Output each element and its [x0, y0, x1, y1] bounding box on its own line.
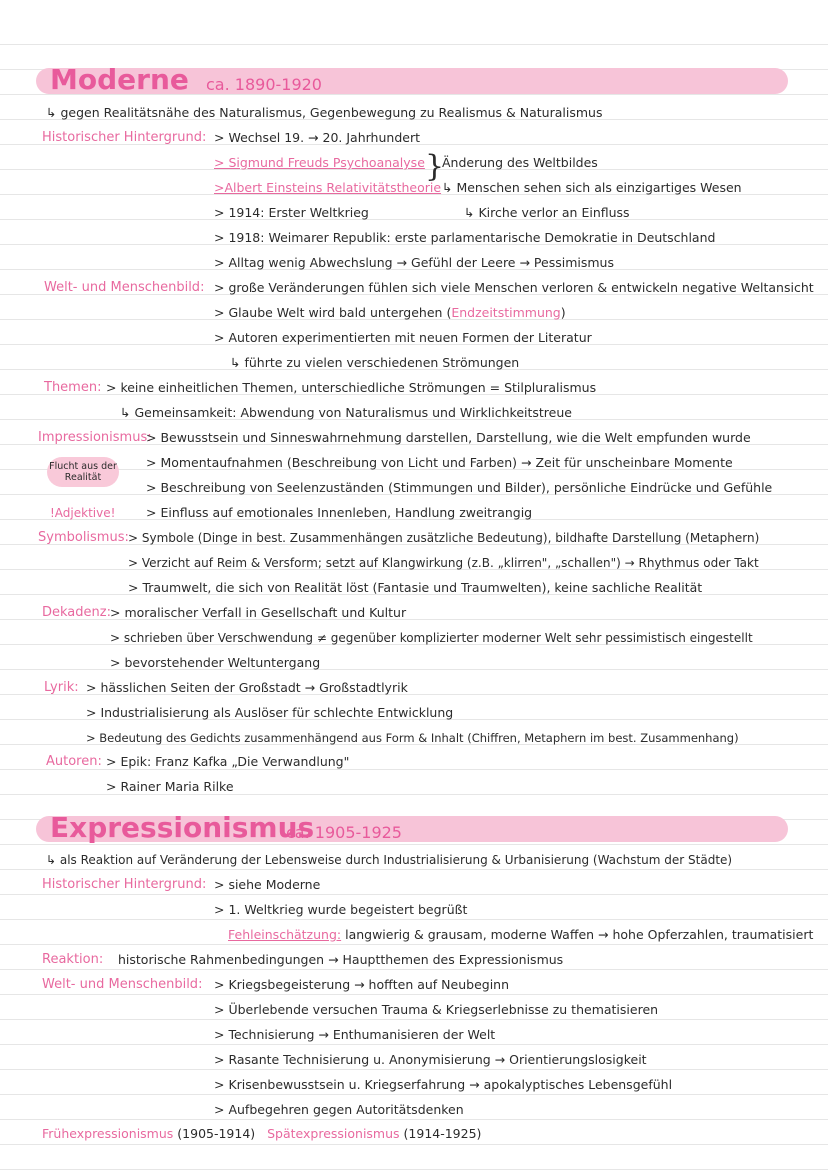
- spaetexpressionismus-label: Spätexpressionismus: [267, 1126, 400, 1141]
- moderne-hg-wechsel: > Wechsel 19. → 20. Jahrhundert: [214, 130, 420, 145]
- expr-hg-l3: [228, 928, 813, 942]
- moderne-wb-l4: ↳ führte zu vielen verschiedenen Strömungen: [230, 355, 520, 370]
- moderne-label-lyrik: Lyrik:: [44, 680, 79, 695]
- endzeitstimmung-term: Endzeitstimmung: [451, 305, 561, 320]
- moderne-dek-l1: > moralischer Verfall in Gesellschaft und Kultur: [110, 605, 407, 620]
- moderne-themen-l2: ↳ Gemeinsamkeit: Abwendung von Naturalismus und Wirklichkeitstreue: [120, 405, 572, 420]
- expr-hg-l3b: langwierig & grausam, moderne Waffen → hohe Opferzahlen, traumatisiert: [345, 927, 814, 942]
- moderne-hg-weltkrieg: > 1914: Erster Weltkrieg: [214, 205, 369, 220]
- moderne-dek-l2: > schrieben über Verschwendung ≠ gegenüber komplizierter moderner Welt sehr pessimistisch eingestellt: [110, 631, 753, 645]
- moderne-hg-alltag: > Alltag wenig Abwechslung → Gefühl der Leere → Pessimismus: [214, 255, 614, 270]
- moderne-impr-l3: > Beschreibung von Seelenzuständen (Stimmungen und Bilder), persönliche Eindrücke und Gefühle: [146, 480, 773, 495]
- expr-label-hintergrund: Historischer Hintergrund:: [42, 877, 207, 892]
- moderne-dek-l3: > bevorstehender Weltuntergang: [110, 655, 321, 670]
- moderne-symb-l1: > Symbole (Dinge in best. Zusammenhängen zusätzliche Bedeutung), bildhafte Darstellung (Metaphern): [128, 531, 760, 545]
- expr-label-reaktion: Reaktion:: [42, 952, 104, 967]
- expr-label-weltbild: Welt- und Menschenbild:: [42, 977, 203, 992]
- expr-wb-l3: > Technisierung → Enthumanisieren der Welt: [214, 1027, 496, 1042]
- moderne-wb-l2a: > Glaube Welt wird bald untergehen (: [214, 305, 452, 320]
- moderne-label-impressionismus: Impressionismus:: [38, 430, 152, 445]
- moderne-label-symbolismus: Symbolismus:: [38, 530, 129, 545]
- expressionismus-intro: ↳ als Reaktion auf Veränderung der Lebensweise durch Industrialisierung & Urbanisierung (Wachstum der Städte): [46, 853, 733, 867]
- moderne-lyrik-l3: > Bedeutung des Gedichts zusammenhängend aus Form & Inhalt (Chiffren, Metaphern im best. Zusammenhang): [86, 731, 739, 745]
- moderne-hg-kirche: ↳ Kirche verlor an Einfluss: [464, 205, 630, 220]
- moderne-symb-l2: > Verzicht auf Reim & Versform; setzt auf Klangwirkung (z.B. „klirren", „schallen") → Rhythmus oder Takt: [128, 556, 759, 570]
- fehleinschaetzung-term: Fehleinschätzung:: [228, 927, 342, 942]
- expr-reaktion: historische Rahmenbedingungen → Hauptthemen des Expressionismus: [118, 952, 564, 967]
- spaetexpressionismus-dates: (1914-1925): [403, 1126, 482, 1141]
- moderne-autoren-l1: > Epik: Franz Kafka „Die Verwandlung": [106, 754, 350, 769]
- expr-wb-l1: > Kriegsbegeisterung → hofften auf Neubeginn: [214, 977, 510, 992]
- moderne-impr-l1: > Bewusstsein und Sinneswahrnehmung darstellen, Darstellung, wie die Welt empfunden wurde: [146, 430, 751, 445]
- moderne-hg-einstein: >Albert Einsteins Relativitätstheorie: [214, 180, 442, 195]
- moderne-label-dekadenz: Dekadenz:: [42, 605, 111, 620]
- moderne-title: Moderne: [50, 63, 189, 96]
- brace-symbol: }: [425, 149, 445, 184]
- fruehexpressionismus-label: Frühexpressionismus: [42, 1126, 174, 1141]
- expr-phases: [42, 1127, 481, 1141]
- adjektive-note: !Adjektive!: [50, 506, 116, 520]
- moderne-lyrik-l1: > hässlichen Seiten der Großstadt → Großstadtlyrik: [86, 680, 408, 695]
- moderne-impr-l2: > Momentaufnahmen (Beschreibung von Licht und Farben) → Zeit für unscheinbare Momente: [146, 455, 733, 470]
- moderne-wb-l2c: ): [560, 305, 566, 320]
- fruehexpressionismus-dates: (1905-1914): [177, 1126, 256, 1141]
- moderne-date: ca. 1890-1920: [206, 75, 322, 94]
- expressionismus-date: ca. 1905-1925: [286, 823, 402, 842]
- expr-wb-l4: > Rasante Technisierung u. Anonymisierung → Orientierungslosigkeit: [214, 1052, 647, 1067]
- expr-hg-l1: > siehe Moderne: [214, 877, 321, 892]
- moderne-intro: ↳ gegen Realitätsnähe des Naturalismus, Gegenbewegung zu Realismus & Naturalismus: [46, 105, 603, 120]
- expr-wb-l2: > Überlebende versuchen Trauma & Kriegserlebnisse zu thematisieren: [214, 1002, 659, 1017]
- moderne-hg-menschen: ↳ Menschen sehen sich als einzigartiges Wesen: [442, 180, 742, 195]
- moderne-symb-l3: > Traumwelt, die sich von Realität löst (Fantasie und Traumwelten), keine sachliche Realität: [128, 580, 703, 595]
- moderne-hg-republik: > 1918: Weimarer Republik: erste parlamentarische Demokratie in Deutschland: [214, 230, 716, 245]
- moderne-wb-l3: > Autoren experimentierten mit neuen Formen der Literatur: [214, 330, 592, 345]
- expr-hg-l2: > 1. Weltkrieg wurde begeistert begrüßt: [214, 902, 468, 917]
- moderne-autoren-l2: > Rainer Maria Rilke: [106, 779, 234, 794]
- moderne-impr-l4: > Einfluss auf emotionales Innenleben, Handlung zweitrangig: [146, 505, 533, 520]
- moderne-wb-l2: [214, 306, 566, 320]
- moderne-label-themen: Themen:: [44, 380, 102, 395]
- moderne-themen-l1: > keine einheitlichen Themen, unterschiedliche Strömungen = Stilpluralismus: [106, 380, 597, 395]
- expressionismus-title: Expressionismus: [50, 811, 315, 844]
- moderne-wb-l1: > große Veränderungen fühlen sich viele Menschen verloren & entwickeln negative Weltansicht: [214, 280, 814, 295]
- expr-wb-l6: > Aufbegehren gegen Autoritätsdenken: [214, 1102, 464, 1117]
- moderne-hg-weltbild-change: Änderung des Weltbildes: [442, 155, 598, 170]
- moderne-label-autoren: Autoren:: [46, 754, 102, 769]
- expr-wb-l5: > Krisenbewusstsein u. Kriegserfahrung → apokalyptisches Lebensgefühl: [214, 1077, 673, 1092]
- moderne-lyrik-l2: > Industrialisierung als Auslöser für schlechte Entwicklung: [86, 705, 454, 720]
- moderne-hg-freud: > Sigmund Freuds Psychoanalyse: [214, 155, 425, 170]
- moderne-label-weltbild: Welt- und Menschenbild:: [44, 280, 205, 295]
- moderne-label-hintergrund: Historischer Hintergrund:: [42, 130, 207, 145]
- flucht-aus-realitaet-bubble: Flucht aus der Realität: [47, 457, 119, 487]
